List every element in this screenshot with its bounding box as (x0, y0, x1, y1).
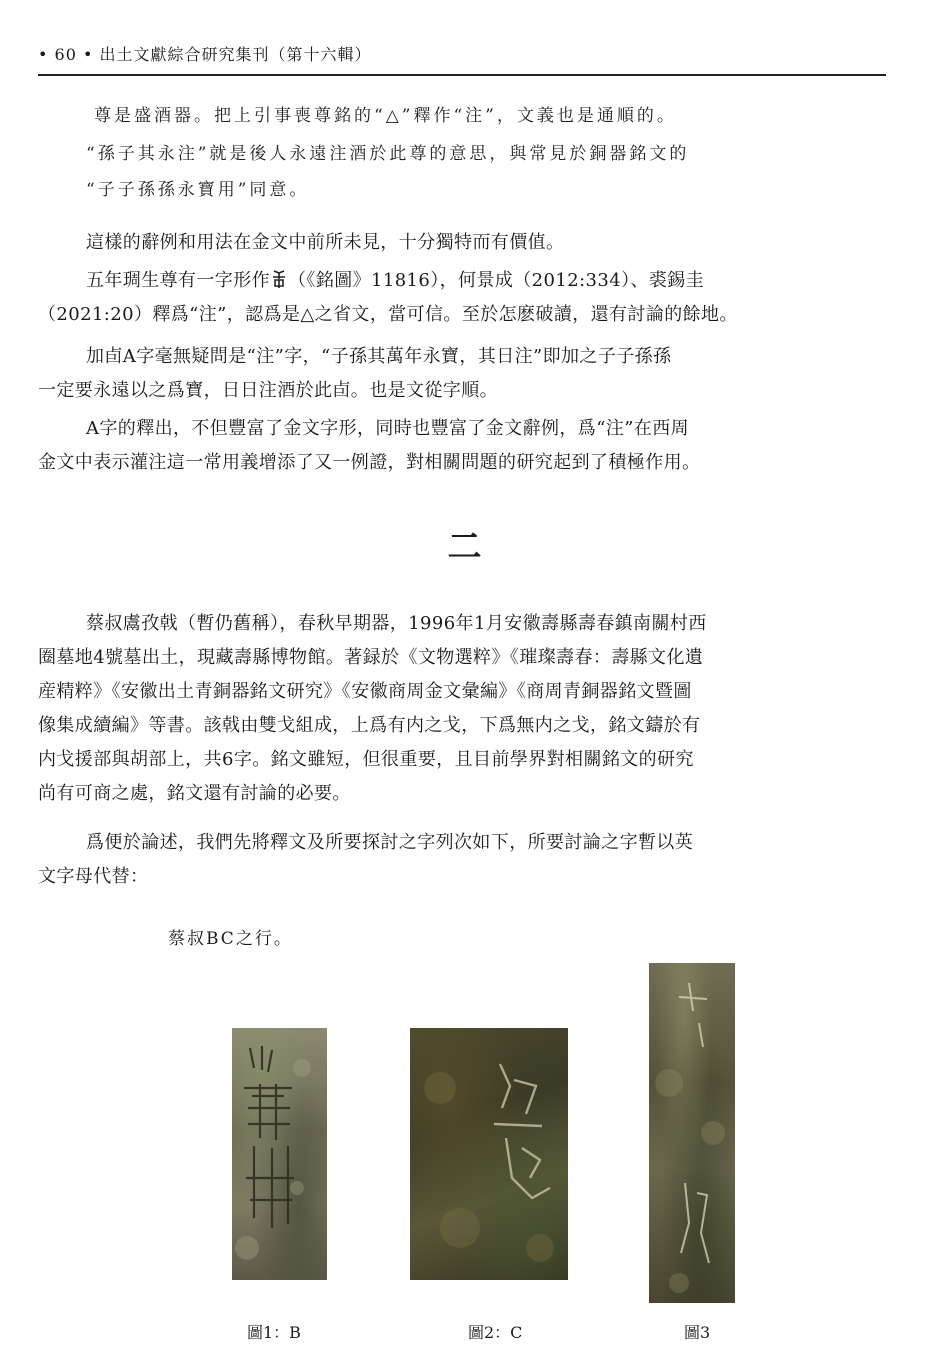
paragraph-line: 文字母代替： (38, 866, 149, 887)
paragraph-5 (38, 607, 886, 811)
inscription-rubbing-icon (649, 963, 735, 1303)
paragraph-line: 像集成續編》等書。該戟由雙戈組成，上爲有内之戈，下爲無内之戈，銘文鑄於有 (38, 715, 701, 736)
figure-1-image (232, 1028, 327, 1280)
running-header (38, 44, 886, 66)
paragraph-3 (38, 340, 886, 408)
paragraph-line: 蔡叔鬳孜戟（暫仍舊稱），春秋早期器，1996年1月安徽壽縣壽春鎮南關村西 (86, 613, 707, 634)
figure-1-caption: 圖1：B (247, 1323, 301, 1342)
paragraph-text: 五年琱生尊有一字形作 (86, 270, 270, 291)
paragraph-line: A字的釋出，不但豐富了金文字形，同時也豐富了金文辭例，爲“注”在西周 (86, 418, 689, 439)
section-heading: 二 (447, 527, 482, 567)
transcription-text: 蔡叔BC之行。 (168, 929, 293, 949)
paragraph-line: 内戈援部與胡部上，共6字。銘文雖短，但很重要，且目前學界對相關銘文的研究 (38, 749, 694, 770)
inscription-rubbing-icon (232, 1028, 327, 1280)
inscription-rubbing-icon (410, 1028, 568, 1280)
paragraph-line: 金文中表示灌注這一常用義增添了又一例證，對相關問題的研究起到了積極作用。 (38, 452, 701, 473)
paragraph-text: （《銘圖》11816），何景成（2012:334）、裘錫圭 (288, 270, 705, 291)
paragraph-line: 加卣A字毫無疑問是“注”字，“子孫其萬年永寶，其日注”即加之子子孫孫 (86, 346, 672, 367)
figure-3-image (649, 963, 735, 1303)
block-quote-line-2: “孫子其永注”就是後人永遠注酒於此尊的意思，與常見於銅器銘文的 (86, 144, 690, 164)
block-quote-line-3: “子子孫孫永寶用”同意。 (86, 180, 310, 200)
paragraph-line: 圈墓地4號墓出土，現藏壽縣博物館。著録於《文物選粹》《璀璨壽春：壽縣文化遺 (38, 647, 704, 668)
paragraph-line: 這樣的辭例和用法在金文中前所未見，十分獨特而有價值。 (86, 232, 565, 253)
header-rule (38, 74, 886, 76)
page-number: • 60 • (38, 45, 94, 64)
figure-2-caption: 圖2：C (468, 1323, 523, 1342)
figure-2-image (410, 1028, 568, 1280)
paragraph-line: 一定要永遠以之爲寶，日日注酒於此卣。也是文從字順。 (38, 380, 498, 401)
block-quote-line-1: 尊是盛酒器。把上引事喪尊銘的“△”釋作“注”，文義也是通順的。 (94, 106, 677, 126)
paragraph-line (38, 264, 886, 298)
paragraph-line: （2021:20）釋爲“注”，認爲是△之省文，當可信。至於怎麽破讀，還有討論的餘地。 (38, 304, 738, 325)
paragraph-line: 尚有可商之處，銘文還有討論的必要。 (38, 783, 351, 804)
paragraph-line: 爲便於論述，我們先將釋文及所要探討之字列次如下，所要討論之字暫以英 (86, 832, 694, 853)
transcription (168, 922, 568, 956)
paragraph-4 (38, 412, 886, 480)
paragraph-6 (38, 826, 886, 894)
journal-title: 出土文獻綜合研究集刊（第十六輯） (99, 45, 372, 64)
paragraph-1 (38, 226, 886, 260)
paragraph-line: 産精粹》《安徽出土青銅器銘文研究》《安徽商周金文彙編》《商周青銅器銘文暨圖 (38, 681, 692, 702)
paragraph-2 (38, 264, 886, 332)
inscription-glyph-icon (270, 269, 288, 289)
figure-3-caption: 圖3 (684, 1323, 711, 1342)
